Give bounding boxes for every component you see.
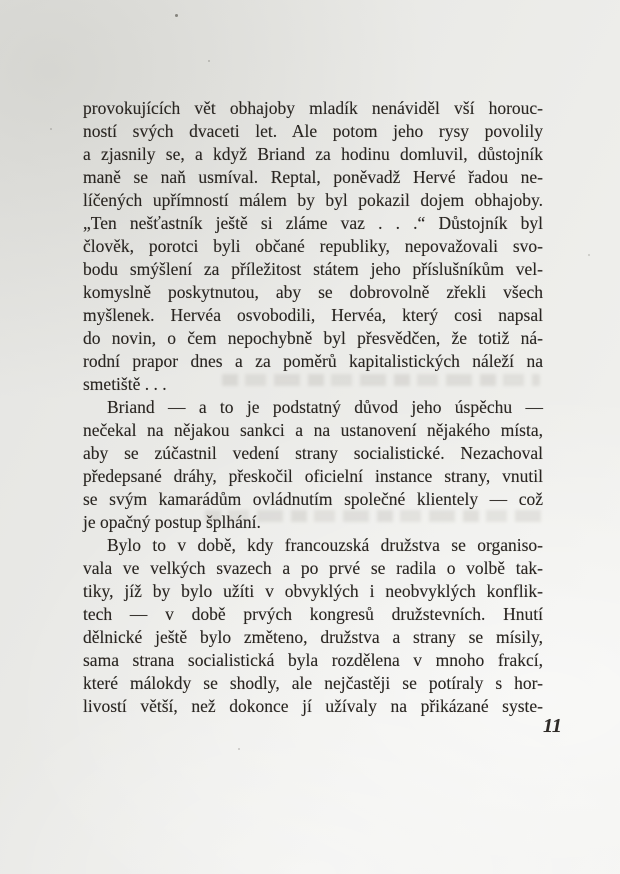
text-line: bodu smýšlení za příležitost státem jeho příslušníkům vel- [83,259,543,279]
text-line: Briand — a to je podstatný důvod jeho úspěchu — [107,397,543,417]
text-line: tiky, jíž by bylo užíti v obvyklých i neobvyklých konflik- [83,581,543,601]
text-line: do novin, o čem nepochybně byl přesvědčen, že totiž ná- [83,328,543,348]
text-line: líčených upřímností málem by byl pokazil dojem obhajoby. [83,190,543,210]
page-number: 11 [543,715,562,737]
paper-speck [175,14,178,17]
text-line: tech — v době prvých kongresů družstevních. Hnutí [83,604,543,624]
text-line: vala ve velkých svazech a po prvé se radila o volbě tak- [83,558,543,578]
text-line: člověk, porotci byli občané republiky, nepovažovali svo- [83,236,543,256]
paper-speck [238,748,240,750]
paragraph [83,396,543,534]
text-line: maně se naň usmíval. Reptal, poněvadž Hervé řadou ne- [83,167,543,187]
text-line: ností svých dvaceti let. Ale potom jeho rysy povolily [83,121,543,141]
text-line: které málokdy se shodly, ale nejčastěji se potíraly s hor- [83,673,543,693]
paragraph [83,534,543,718]
paper-speck [50,128,52,130]
text-line: livostí větší, než dokonce jí užívaly na přikázané syste- [83,696,543,716]
text-line: komyslně poskytnutou, aby se dobrovolně zřekli všech [83,282,543,302]
text-block [83,97,543,718]
text-line: nečekal na nějakou sankci a na ustanovení nějakého místa, [83,420,543,440]
text-line: předepsané dráhy, přeskočil oficielní instance strany, vnutil [83,466,543,486]
paper-speck [208,60,210,62]
text-line: dělnické ještě bylo změteno, družstva a strany se mísily, [83,627,543,647]
text-line: smetiště . . . [83,374,167,394]
text-line: rodní prapor dnes a za poměrů kapitalistických náleží na [83,351,543,371]
text-line: je opačný postup šplhání. [83,512,261,532]
paper-speck [588,254,590,256]
paragraph [83,97,543,396]
text-line: a zjasnily se, a když Briand za hodinu domluvil, důstojník [83,144,543,164]
text-line: „Ten nešťastník ještě si zláme vaz . . .“ Důstojník byl [83,213,543,233]
text-line: se svým kamarádům ovládnutím společné klientely — což [83,489,543,509]
text-line: myšlenek. Hervéa osvobodili, Hervéa, který cosi napsal [83,305,543,325]
text-line: provokujících vět obhajoby mladík nenáviděl vší horouc- [83,98,543,118]
text-line: aby se zúčastnil vedení strany socialistické. Nezachoval [83,443,543,463]
text-line: Bylo to v době, kdy francouzská družstva se organiso- [107,535,543,555]
text-line: sama strana socialistická byla rozdělena v mnoho frakcí, [83,650,543,670]
